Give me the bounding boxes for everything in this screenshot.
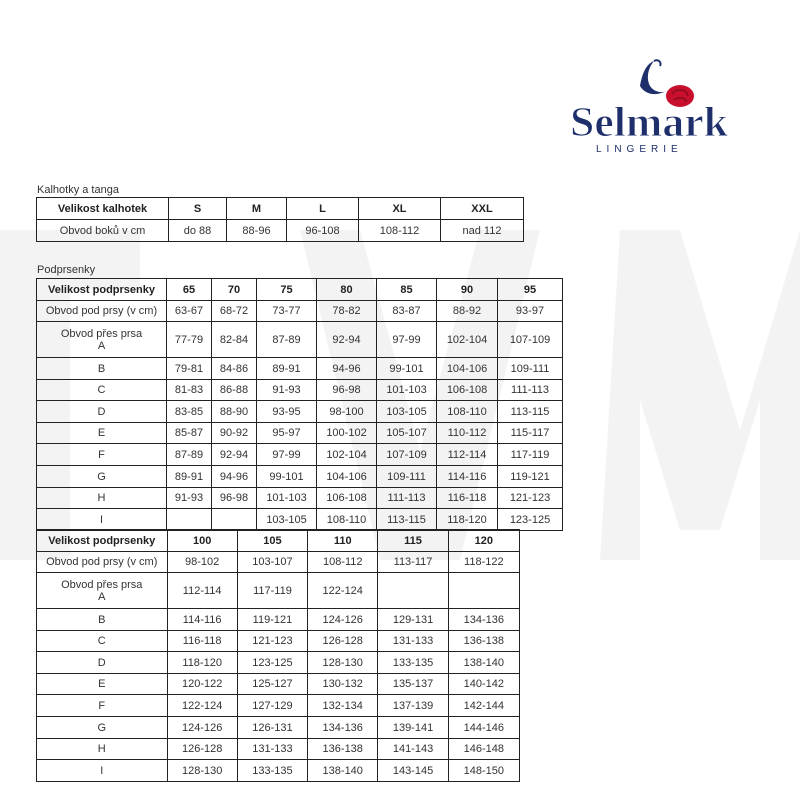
table-cell: 113-115 [498,401,563,423]
table-cell: 131-133 [237,739,307,760]
row-label-cell: I [37,760,168,782]
row-label-cell: E [37,674,168,695]
table-cell: 146-148 [448,739,519,760]
table-cell: 102-104 [437,322,498,358]
table-cell: 83-87 [377,301,437,322]
table-cell: 114-116 [167,609,237,631]
table-cell: 123-125 [498,509,563,531]
row-label-cell: C [37,631,168,652]
header-cell: 105 [237,530,307,552]
row-label-cell: Obvod přes prsa A [37,322,167,358]
table-cell: 119-121 [237,609,307,631]
panties-section-label: Kalhotky a tanga [37,184,119,196]
row-label-cell: Obvod pod prsy (v cm) [37,552,168,573]
table-cell: 103-105 [257,509,317,531]
table-cell: 117-119 [237,573,307,609]
header-cell: 100 [167,530,237,552]
table-row [37,301,563,322]
table-cell: 103-105 [377,401,437,423]
table-cell: 84-86 [212,358,257,380]
table-cell: 117-119 [498,444,563,466]
table-cell: 93-97 [498,301,563,322]
table-cell: 118-120 [167,652,237,674]
table-row [37,717,520,739]
table-cell: 116-118 [167,631,237,652]
table-cell: 95-97 [257,423,317,444]
table-cell: 133-135 [237,760,307,782]
header-cell: Velikost podprsenky [37,530,168,552]
table-row [37,466,563,488]
table-cell: 77-79 [167,322,212,358]
table-cell: 79-81 [167,358,212,380]
header-cell: S [169,198,227,220]
table-row [37,609,520,631]
table-cell: 115-117 [498,423,563,444]
table-cell: 90-92 [212,423,257,444]
table-cell: 98-102 [167,552,237,573]
table-cell: 136-138 [308,739,378,760]
header-cell: 70 [212,279,257,301]
table-cell: 101-103 [377,380,437,401]
table-cell: 134-136 [308,717,378,739]
table-row [37,674,520,695]
table-row [37,739,520,760]
table-cell: 87-89 [257,322,317,358]
table-cell: 121-123 [498,488,563,509]
table-cell: 83-85 [167,401,212,423]
table-cell: 63-67 [167,301,212,322]
table-cell: 127-129 [237,695,307,717]
table-cell: 99-101 [377,358,437,380]
row-label-cell: D [37,652,168,674]
table-cell: 122-124 [308,573,378,609]
table-cell: 96-98 [212,488,257,509]
table-cell: 112-114 [167,573,237,609]
table-cell: 86-88 [212,380,257,401]
header-cell: 75 [257,279,317,301]
table-cell: 130-132 [308,674,378,695]
table-cell: 93-95 [257,401,317,423]
table-cell: 110-112 [437,423,498,444]
table-cell: 108-110 [437,401,498,423]
table-cell: 136-138 [448,631,519,652]
table-cell [378,573,448,609]
header-cell: L [287,198,359,220]
header-cell: 110 [308,530,378,552]
table-cell: 123-125 [237,652,307,674]
table-row [37,631,520,652]
table-cell: 106-108 [317,488,377,509]
table-cell: 103-107 [237,552,307,573]
header-cell: 80 [317,279,377,301]
table-cell: 97-99 [377,322,437,358]
table-cell: nad 112 [441,220,524,242]
table-row [37,573,520,609]
table-cell: 102-104 [317,444,377,466]
row-label-cell: G [37,466,167,488]
row-label-cell: H [37,739,168,760]
table-cell [448,573,519,609]
table-cell: 143-145 [378,760,448,782]
table-cell: 114-116 [437,466,498,488]
row-label-cell: I [37,509,167,531]
table-row [37,509,563,531]
header-row [37,530,520,552]
header-cell: 85 [377,279,437,301]
header-cell: Velikost podprsenky [37,279,167,301]
header-cell: XXL [441,198,524,220]
row-label-cell: Obvod pod prsy (v cm) [37,301,167,322]
table-cell: 144-146 [448,717,519,739]
table-cell: 87-89 [167,444,212,466]
table-row [37,220,524,242]
header-cell: Velikost kalhotek [37,198,169,220]
table-row [37,380,563,401]
table-cell: 108-112 [359,220,441,242]
row-label-cell: H [37,488,167,509]
table-cell: 97-99 [257,444,317,466]
table-cell: 88-90 [212,401,257,423]
table-cell: 134-136 [448,609,519,631]
table-cell: 124-126 [167,717,237,739]
table-cell: 73-77 [257,301,317,322]
header-cell: 115 [378,530,448,552]
table-cell: 109-111 [498,358,563,380]
table-cell: 122-124 [167,695,237,717]
table-cell: 137-139 [378,695,448,717]
table-cell: 104-106 [317,466,377,488]
table-cell [167,509,212,531]
table-row [37,695,520,717]
table-cell: 106-108 [437,380,498,401]
row-label-cell: F [37,695,168,717]
table-cell: 99-101 [257,466,317,488]
table-cell: 88-96 [227,220,287,242]
table-cell: 78-82 [317,301,377,322]
table-cell: 88-92 [437,301,498,322]
row-label-cell: B [37,358,167,380]
table-cell: 126-128 [308,631,378,652]
table-cell: 96-98 [317,380,377,401]
table-cell: 138-140 [448,652,519,674]
header-cell: XL [359,198,441,220]
header-cell: 95 [498,279,563,301]
panties-size-table [36,197,524,242]
table-cell: 85-87 [167,423,212,444]
table-cell: 118-120 [437,509,498,531]
table-cell: 107-109 [498,322,563,358]
table-cell: 68-72 [212,301,257,322]
table-row [37,401,563,423]
header-cell: 120 [448,530,519,552]
row-label-cell: C [37,380,167,401]
table-cell: 131-133 [378,631,448,652]
table-row [37,760,520,782]
brand-name: Selmark [570,100,729,146]
table-cell: 148-150 [448,760,519,782]
table-cell [212,509,257,531]
table-cell: 139-141 [378,717,448,739]
table-cell: 119-121 [498,466,563,488]
row-label-cell: G [37,717,168,739]
table-cell: 116-118 [437,488,498,509]
table-cell: 141-143 [378,739,448,760]
table-cell: 105-107 [377,423,437,444]
row-label-cell: Obvod boků v cm [37,220,169,242]
brand-tagline: LINGERIE [596,144,683,155]
table-cell: 133-135 [378,652,448,674]
table-cell: 125-127 [237,674,307,695]
table-cell: 98-100 [317,401,377,423]
table-cell: 91-93 [167,488,212,509]
table-cell: 121-123 [237,631,307,652]
row-label-cell: Obvod přes prsa A [37,573,168,609]
table-row [37,488,563,509]
row-label-cell: E [37,423,167,444]
table-cell: 126-131 [237,717,307,739]
header-cell: M [227,198,287,220]
header-cell: 90 [437,279,498,301]
table-cell: 96-108 [287,220,359,242]
table-cell: 91-93 [257,380,317,401]
table-cell: 108-112 [308,552,378,573]
table-cell: 92-94 [317,322,377,358]
bra-size-table-1 [36,278,563,531]
table-cell: 81-83 [167,380,212,401]
table-row [37,652,520,674]
table-cell: 132-134 [308,695,378,717]
table-cell: 113-117 [378,552,448,573]
bras-section-label: Podprsenky [37,264,96,276]
table-cell: 82-84 [212,322,257,358]
table-cell: 89-91 [257,358,317,380]
table-cell: 94-96 [317,358,377,380]
table-cell: 113-115 [377,509,437,531]
table-cell: 92-94 [212,444,257,466]
table-cell: 101-103 [257,488,317,509]
table-cell: 111-113 [377,488,437,509]
table-cell: 94-96 [212,466,257,488]
table-cell: 140-142 [448,674,519,695]
table-cell: 142-144 [448,695,519,717]
table-cell: 109-111 [377,466,437,488]
table-cell: 138-140 [308,760,378,782]
table-cell: 104-106 [437,358,498,380]
table-row [37,423,563,444]
table-row [37,552,520,573]
header-cell: 65 [167,279,212,301]
table-cell: 124-126 [308,609,378,631]
table-cell: 128-130 [167,760,237,782]
swan-icon [640,61,668,94]
table-cell: 128-130 [308,652,378,674]
table-cell: 112-114 [437,444,498,466]
table-cell: 111-113 [498,380,563,401]
table-cell: 118-122 [448,552,519,573]
table-cell: do 88 [169,220,227,242]
table-cell: 100-102 [317,423,377,444]
row-label-cell: F [37,444,167,466]
bra-size-table-2 [36,529,520,782]
table-cell: 108-110 [317,509,377,531]
header-row [37,279,563,301]
table-cell: 126-128 [167,739,237,760]
selmark-logo [562,56,732,156]
table-cell: 107-109 [377,444,437,466]
table-row [37,322,563,358]
table-row [37,444,563,466]
table-row [37,198,524,220]
table-row [37,358,563,380]
table-cell: 89-91 [167,466,212,488]
table-cell: 120-122 [167,674,237,695]
row-label-cell: D [37,401,167,423]
row-label-cell: B [37,609,168,631]
table-cell: 135-137 [378,674,448,695]
table-cell: 129-131 [378,609,448,631]
